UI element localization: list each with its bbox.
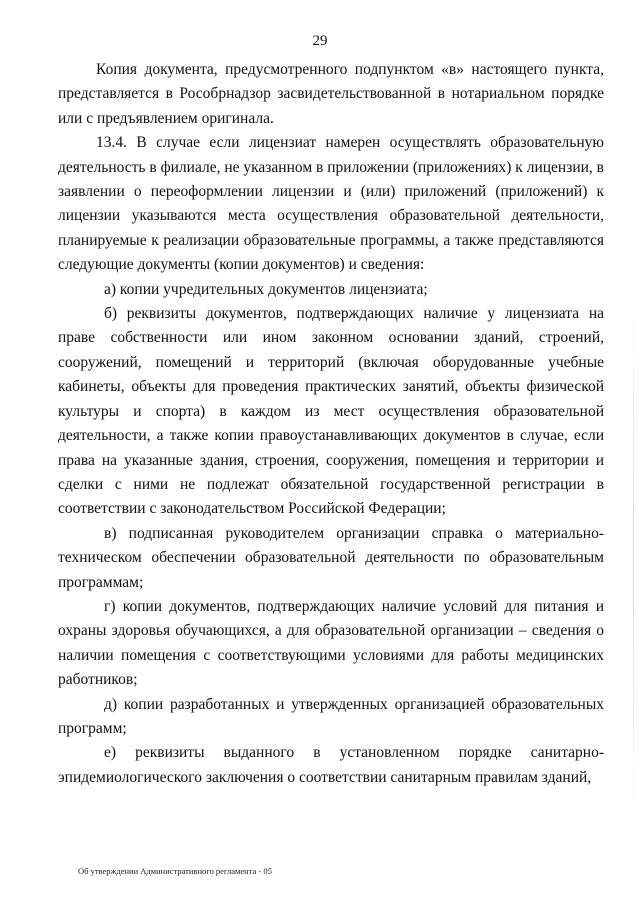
- list-item-b: б) реквизиты документов, подтверждающих наличие у лицензиата на праве собственности или ином законном основании зданий, строений, сооружений, помещений и территорий (включая оборудованные учебные кабинеты, объекты для проведения практических занятий, объекты физической культуры и спорта) в каждом из мест осуществления образовательной деятельности, а также копии правоустанавливающих документов в случае, если права на указанные здания, строения, сооружения, помещения и территории и сделки с ними не подлежат обязательной государственной регистрации в соответствии с законодательством Российской Федерации;: [58, 305, 604, 518]
- document-body: [58, 58, 604, 790]
- footer-note: Об утверждении Административного регламента - 05: [78, 866, 272, 876]
- paragraph-13-4: 13.4. В случае если лицензиат намерен осуществлять образовательную деятельность в филиале, не указанном в приложении (приложениях) к лицензии, в заявлении о переоформлении лицензии и (или) приложений (приложений) к лицензии указываются места осуществления образовательной деятельности, планируемые к реализации образовательные программы, а также представляются следующие документы (копии документов) и сведения:: [58, 134, 604, 274]
- list-item-d: д) копии разработанных и утвержденных организацией образовательных программ;: [58, 695, 604, 737]
- page-number: 29: [312, 33, 328, 49]
- list-item-v: в) подписанная руководителем организации справка о материально-техническом обеспечении образовательной деятельности по образовательным программам;: [58, 524, 604, 591]
- list-item-g: г) копии документов, подтверждающих наличие условий для питания и охраны здоровья обучающихся, а для образовательной организации – сведения о наличии помещения с соответствующими условиями для работы медицинских работников;: [58, 597, 604, 689]
- scan-artifact: [633, 300, 634, 820]
- paragraph-copy-note: Копия документа, предусмотренного подпунктом «в» настоящего пункта, представляется в Рособрнадзор засвидетельствованной в нотариальном порядке или с предъявлением оригинала.: [58, 61, 604, 127]
- list-item-a: а) копии учредительных документов лицензиата;: [104, 280, 428, 298]
- list-item-e: е) реквизиты выданного в установленном порядке санитарно-эпидемиологического заключения о соответствии санитарным правилам зданий,: [58, 744, 604, 786]
